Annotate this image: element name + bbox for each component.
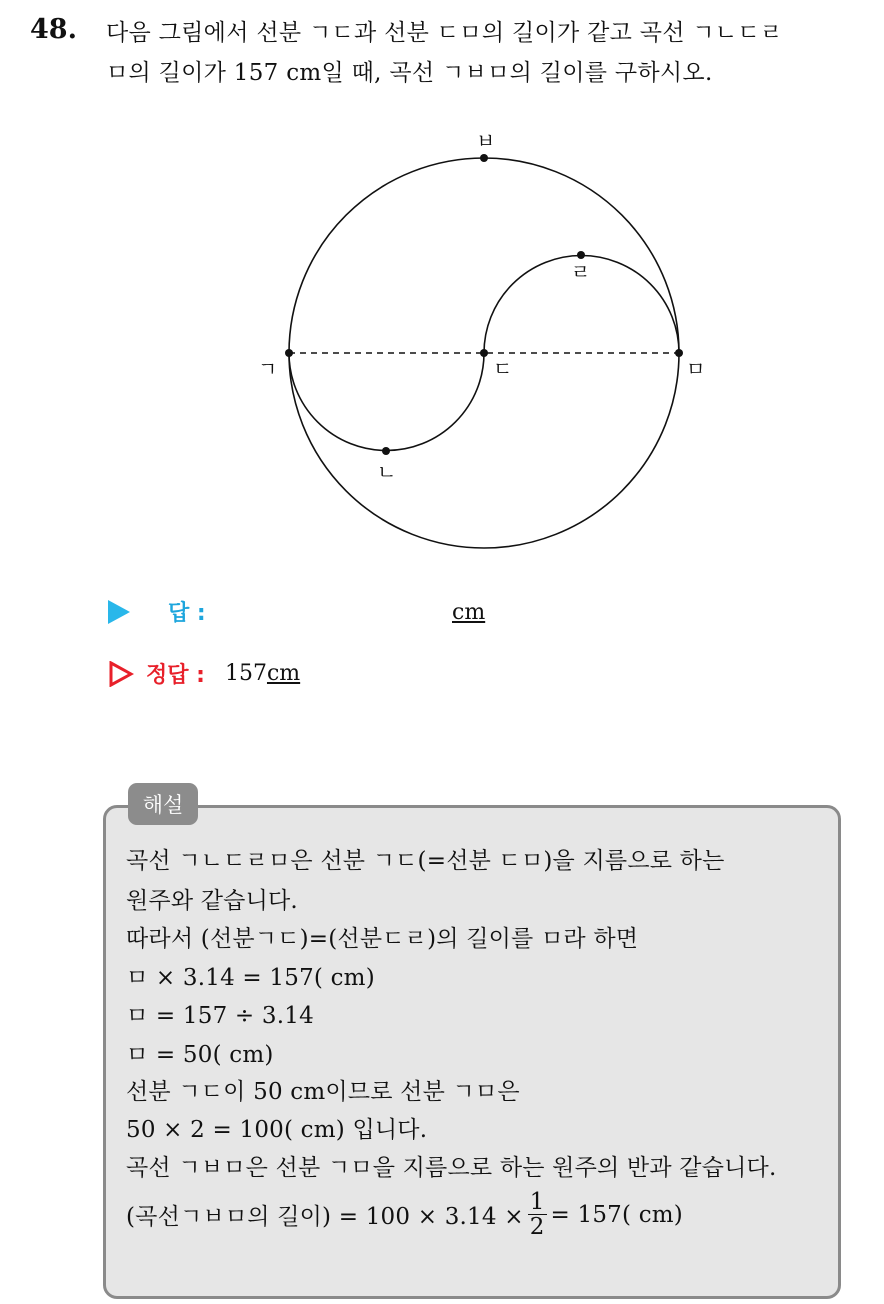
explanation-line-8: 50 × 2 = 100( cm) 입니다. <box>126 1117 428 1143</box>
question-text-line-1: 다음 그림에서 선분 ㄱㄷ과 선분 ㄷㅁ의 길이가 같고 곡선 ㄱㄴㄷㄹ <box>106 20 783 46</box>
explanation-tab: 해설 <box>128 783 198 825</box>
point-mieum <box>675 349 683 357</box>
explanation-line-2: 원주와 같습니다. <box>126 888 298 914</box>
correct-answer-row <box>108 658 300 689</box>
explanation-line-10 <box>126 1190 683 1239</box>
question-number: 48. <box>30 14 77 45</box>
label-rieul: ㄹ <box>571 260 591 284</box>
point-rieul <box>577 251 585 259</box>
explanation-final-suffix: = 157( cm) <box>550 1201 683 1228</box>
answer-row <box>108 596 206 627</box>
label-mieum: ㅁ <box>686 357 706 381</box>
label-digeut: ㄷ <box>493 357 513 381</box>
explanation-line-5: ㅁ = 157 ÷ 3.14 <box>126 1003 314 1029</box>
explanation-line-3: 따라서 (선분ㄱㄷ)=(선분ㄷㄹ)의 길이를 ㅁ라 하면 <box>126 926 639 952</box>
point-bieup <box>480 154 488 162</box>
label-giyeok: ㄱ <box>258 357 278 381</box>
point-giyeok <box>285 349 293 357</box>
fraction-numerator: 1 <box>529 1189 545 1215</box>
fraction-one-half <box>528 1190 547 1239</box>
explanation-final-prefix: (곡선ㄱㅂㅁ의 길이) = 100 × 3.14 × <box>126 1204 524 1231</box>
fraction-denominator: 2 <box>529 1214 545 1241</box>
point-digeut <box>480 349 488 357</box>
point-nieun <box>382 447 390 455</box>
question-text-line-2: ㅁ의 길이가 157 cm일 때, 곡선 ㄱㅂㅁ의 길이를 구하시오. <box>106 60 713 86</box>
explanation-line-7: 선분 ㄱㄷ이 50 cm이므로 선분 ㄱㅁ은 <box>126 1079 520 1105</box>
label-bieup: ㅂ <box>476 129 496 153</box>
outline-triangle-icon <box>108 661 134 687</box>
explanation-line-4: ㅁ × 3.14 = 157( cm) <box>126 965 375 991</box>
correct-answer-label: 정답 : <box>146 663 205 688</box>
explanation-line-1: 곡선 ㄱㄴㄷㄹㅁ은 선분 ㄱㄷ(=선분 ㄷㅁ)을 지름으로 하는 <box>126 848 725 874</box>
lower-semicircle <box>289 353 484 451</box>
circle-figure <box>0 0 884 580</box>
correct-answer-value: 157 <box>224 661 267 686</box>
explanation-line-6: ㅁ = 50( cm) <box>126 1042 274 1068</box>
correct-answer-unit: cm <box>266 661 301 686</box>
answer-label: 답 : <box>168 601 206 626</box>
label-nieun: ㄴ <box>377 460 397 484</box>
answer-unit: cm <box>452 600 486 625</box>
explanation-line-9: 곡선 ㄱㅂㅁ은 선분 ㄱㅁ을 지름으로 하는 원주의 반과 같습니다. <box>126 1155 777 1181</box>
play-triangle-icon <box>108 600 130 624</box>
